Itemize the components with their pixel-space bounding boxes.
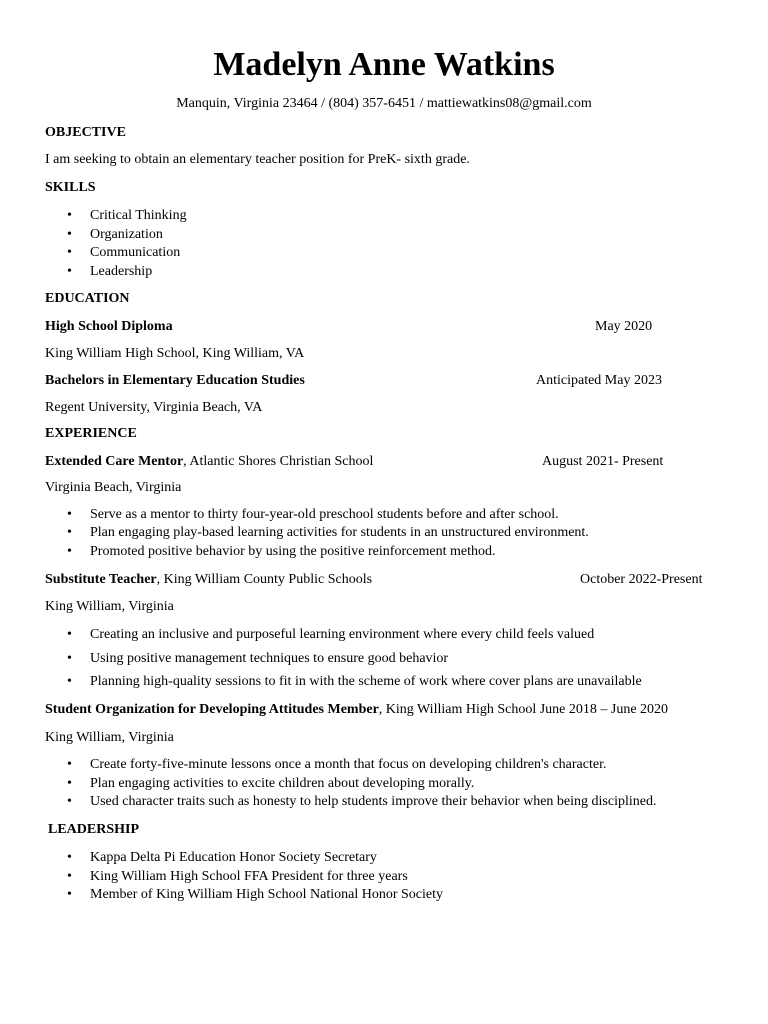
leadership-item: • Kappa Delta Pi Education Honor Society Secretary [45,849,443,868]
experience-location: Virginia Beach, Virginia [45,480,182,495]
experience-title: Student Organization for Developing Attitudes Member [45,702,379,717]
resume-name: Madelyn Anne Watkins [213,46,555,83]
experience-bullet: • Plan engaging play-based learning activities for students in an unstructured environment. [45,524,589,542]
education-school: Regent University, Virginia Beach, VA [45,400,263,415]
experience-bullet: • Plan engaging activities to excite children about developing morally. [45,775,656,794]
experience-heading: EXPERIENCE [45,426,137,441]
objective-heading: OBJECTIVE [45,125,126,140]
skill-item: • Critical Thinking [45,207,187,226]
leadership-item: • Member of King William High School National Honor Society [45,886,443,905]
experience-bullets [45,756,656,812]
objective-text: I am seeking to obtain an elementary teacher position for PreK- sixth grade. [45,152,470,167]
experience-location: King William, Virginia [45,599,174,614]
leadership-list [45,849,443,905]
experience-bullet: • Used character traits such as honesty to help students improve their behavior when being disciplined. [45,793,656,812]
skills-list [45,207,187,282]
experience-bullet: • Create forty-five-minute lessons once a month that focus on developing children's character. [45,756,656,775]
experience-date: October 2022-Present [580,572,703,587]
experience-title-line [45,571,372,589]
experience-org: , King William County Public Schools [156,572,373,587]
skill-item: • Communication [45,244,187,263]
experience-bullet: • Creating an inclusive and purposeful learning environment where every child feels valued [45,626,642,650]
experience-org: , King William High School June 2018 – June 2020 [378,702,669,717]
experience-bullets [45,506,589,561]
skills-heading: SKILLS [45,180,96,195]
leadership-heading: LEADERSHIP [48,822,140,837]
experience-date: August 2021- Present [542,454,664,469]
experience-bullet: • Promoted positive behavior by using the positive reinforcement method. [45,543,589,561]
experience-bullets [45,626,642,697]
experience-bullet: • Planning high-quality sessions to fit in with the scheme of work where cover plans are unavailable [45,673,642,697]
education-degree: Bachelors in Elementary Education Studies [45,373,305,388]
experience-org: , Atlantic Shores Christian School [183,454,374,469]
experience-bullet: • Using positive management techniques to ensure good behavior [45,650,642,674]
experience-title: Extended Care Mentor [45,454,184,469]
experience-bullet: • Serve as a mentor to thirty four-year-old preschool students before and after school. [45,506,589,524]
education-date: May 2020 [595,319,653,334]
experience-title-line [45,453,373,471]
education-heading: EDUCATION [45,291,130,306]
education-degree: High School Diploma [45,319,173,334]
contact-info: Manquin, Virginia 23464 / (804) 357-6451 / mattiewatkins08@gmail.com [176,96,592,111]
experience-title-line [45,701,668,719]
skill-item: • Organization [45,226,187,245]
skill-item: • Leadership [45,263,187,282]
education-date: Anticipated May 2023 [536,373,662,388]
leadership-item: • King William High School FFA President for three years [45,868,443,887]
education-school: King William High School, King William, VA [45,346,305,361]
experience-title: Substitute Teacher [45,572,157,587]
experience-location: King William, Virginia [45,730,174,745]
